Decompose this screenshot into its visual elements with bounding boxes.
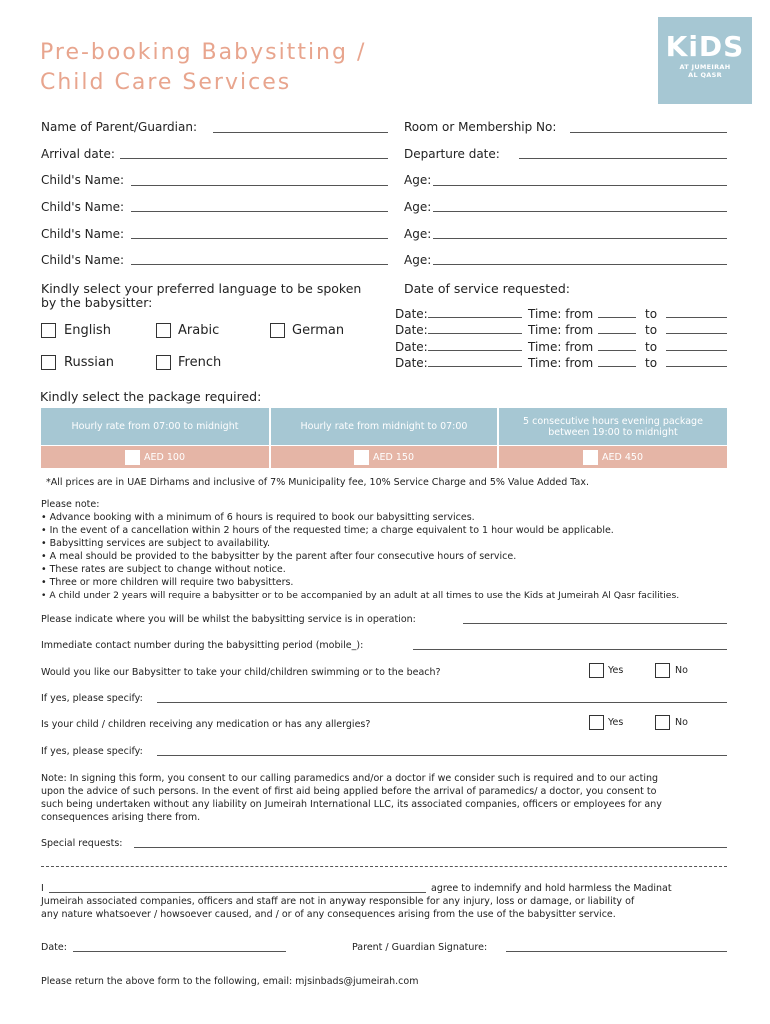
- special-requests-field[interactable]: [134, 847, 727, 848]
- german-label: German: [292, 323, 345, 338]
- french-label: French: [178, 355, 222, 370]
- title-line-2: Child Care Services: [40, 70, 292, 95]
- arrival-field[interactable]: [120, 158, 388, 159]
- age-field-4[interactable]: [433, 264, 727, 265]
- child-name-field-1[interactable]: [131, 185, 388, 186]
- consent-note: [41, 772, 741, 824]
- location-field[interactable]: [463, 623, 727, 624]
- to-label-4: to: [645, 356, 658, 370]
- consent-line-4: consequences arising there from.: [41, 812, 201, 823]
- package-price-1: [41, 446, 269, 468]
- footer-date-label: Date:: [41, 942, 67, 953]
- time-to-field-3[interactable]: [666, 350, 727, 351]
- swimming-yes-checkbox[interactable]: [589, 663, 604, 678]
- swimming-label: Would you like our Babysitter to take your child/children swimming or to the beach?: [41, 667, 441, 678]
- child-name-label-4: Child's Name:: [41, 253, 125, 267]
- consent-line-3: such being undertaken without any liability on Jumeirah International LLC, its associated companies, officers or employees for any: [41, 799, 662, 810]
- service-date-field-3[interactable]: [428, 350, 522, 351]
- consent-line-2: upon the advice of such persons. In the event of first aid being applied before the arrival of paramedics/ a doctor, you consent to: [41, 786, 657, 797]
- package-header-2: Hourly rate from midnight to 07:00: [271, 408, 497, 445]
- service-date-label-4: Date:: [395, 356, 428, 370]
- room-field[interactable]: [570, 132, 727, 133]
- child-name-label-3: Child's Name:: [41, 227, 125, 241]
- prices-note: *All prices are in UAE Dirhams and inclusive of 7% Municipality fee, 10% Service Charge and 5% Value Added Tax.: [46, 477, 589, 488]
- to-label-2: to: [645, 323, 658, 337]
- service-title: Date of service requested:: [404, 281, 570, 296]
- medication-yes-checkbox[interactable]: [589, 715, 604, 730]
- indemnity-agree: agree to indemnify and hold harmless the Madinat: [431, 883, 672, 894]
- age-field-1[interactable]: [433, 185, 727, 186]
- time-from-label-1: Time: from: [528, 307, 594, 321]
- age-label-3: Age:: [404, 227, 432, 241]
- time-from-label-2: Time: from: [528, 323, 594, 337]
- parent-name-label: Name of Parent/Guardian:: [41, 120, 197, 134]
- russian-label: Russian: [64, 355, 115, 370]
- signature-field[interactable]: [506, 951, 727, 952]
- departure-label: Departure date:: [404, 147, 500, 161]
- child-name-label-1: Child's Name:: [41, 173, 125, 187]
- medication-label: Is your child / children receiving any medication or has any allergies?: [41, 719, 371, 730]
- page-title: [40, 38, 366, 98]
- logo-text: KiDS: [665, 30, 745, 63]
- indemnity-i: I: [41, 883, 44, 894]
- time-from-label-4: Time: from: [528, 356, 594, 370]
- package-header-1: Hourly rate from 07:00 to midnight: [41, 408, 269, 445]
- age-label-1: Age:: [404, 173, 432, 187]
- medication-no-checkbox[interactable]: [655, 715, 670, 730]
- package-price-2-text: AED 150: [373, 451, 414, 463]
- medication-specify-field[interactable]: [157, 755, 727, 756]
- note-item: • These rates are subject to change without notice.: [41, 564, 286, 575]
- note-item: • In the event of a cancellation within 2 hours of the requested time; a charge equivalent to 1 hour would be applicable.: [41, 525, 614, 536]
- time-to-field-2[interactable]: [666, 333, 727, 334]
- language-prompt-2: by the babysitter:: [41, 295, 153, 310]
- package-price-3-text: AED 450: [602, 451, 643, 463]
- logo-subtext-2: AL QASR: [688, 71, 722, 79]
- note-item: • Three or more children will require two babysitters.: [41, 577, 294, 588]
- time-from-field-1[interactable]: [598, 317, 636, 318]
- kids-logo: [658, 17, 752, 104]
- room-label: Room or Membership No:: [404, 120, 557, 134]
- contact-label: Immediate contact number during the babysitting period (mobile_):: [41, 640, 364, 651]
- swimming-specify-field[interactable]: [157, 702, 727, 703]
- service-date-field-4[interactable]: [428, 366, 522, 367]
- time-from-label-3: Time: from: [528, 340, 594, 354]
- child-name-field-3[interactable]: [131, 238, 388, 239]
- package-checkbox-3[interactable]: [583, 450, 598, 465]
- title-line-1: Pre-booking Babysitting /: [40, 40, 367, 65]
- swimming-no-checkbox[interactable]: [655, 663, 670, 678]
- age-label-4: Age:: [404, 253, 432, 267]
- departure-field[interactable]: [519, 158, 727, 159]
- medication-no-label: No: [675, 717, 688, 728]
- notes-title: Please note:: [41, 499, 100, 510]
- language-prompt-1: Kindly select your preferred language to be spoken: [41, 281, 362, 296]
- english-checkbox[interactable]: [41, 323, 56, 338]
- age-field-3[interactable]: [433, 238, 727, 239]
- note-item: • A meal should be provided to the babysitter by the parent after four consecutive hours of service.: [41, 551, 517, 562]
- german-checkbox[interactable]: [270, 323, 285, 338]
- russian-checkbox[interactable]: [41, 355, 56, 370]
- child-name-field-4[interactable]: [131, 264, 388, 265]
- indemnity-name-field[interactable]: [49, 892, 426, 893]
- medication-yes-label: Yes: [608, 717, 624, 728]
- child-name-field-2[interactable]: [131, 211, 388, 212]
- service-date-field-1[interactable]: [428, 317, 522, 318]
- swimming-specify-label: If yes, please specify:: [41, 693, 143, 704]
- footer-date-field[interactable]: [73, 951, 286, 952]
- time-from-field-3[interactable]: [598, 350, 636, 351]
- logo-subtext-1: AT JUMEIRAH: [679, 63, 731, 71]
- arrival-label: Arrival date:: [41, 147, 115, 161]
- swimming-no-label: No: [675, 665, 688, 676]
- time-to-field-4[interactable]: [666, 366, 727, 367]
- package-price-1-text: AED 100: [144, 451, 185, 463]
- arabic-checkbox[interactable]: [156, 323, 171, 338]
- indemnity-line-2: Jumeirah associated companies, officers and staff are not in anyway responsible for any injury, loss or damage, or liability of: [41, 896, 635, 907]
- time-to-field-1[interactable]: [666, 317, 727, 318]
- package-checkbox-1[interactable]: [125, 450, 140, 465]
- age-field-2[interactable]: [433, 211, 727, 212]
- package-header-3: 5 consecutive hours evening package between 19:00 to midnight: [499, 408, 727, 445]
- package-title: Kindly select the package required:: [40, 389, 262, 404]
- signature-label: Parent / Guardian Signature:: [352, 942, 488, 953]
- location-label: Please indicate where you will be whilst the babysitting service is in operation:: [41, 614, 416, 625]
- service-date-label-2: Date:: [395, 323, 428, 337]
- time-from-field-4[interactable]: [598, 366, 636, 367]
- return-instructions: Please return the above form to the following, email: mjsinbads@jumeirah.com: [41, 976, 419, 987]
- special-requests-label: Special requests:: [41, 838, 123, 849]
- time-from-field-2[interactable]: [598, 333, 636, 334]
- french-checkbox[interactable]: [156, 355, 171, 370]
- parent-name-field[interactable]: [213, 132, 388, 133]
- swimming-yes-label: Yes: [608, 665, 624, 676]
- note-item: • Advance booking with a minimum of 6 hours is required to book our babysitting services.: [41, 512, 475, 523]
- indemnity-line-3: any nature whatsoever / howsoever caused, and / or of any consequences arising from the use of the babysitter service.: [41, 909, 616, 920]
- service-date-label-3: Date:: [395, 340, 428, 354]
- package-checkbox-2[interactable]: [354, 450, 369, 465]
- dashed-divider: [41, 866, 727, 867]
- service-date-field-2[interactable]: [428, 333, 522, 334]
- note-item: • A child under 2 years will require a babysitter or to be accompanied by an adult at all times to use the Kids at Jumeirah Al Qasr facilities.: [41, 590, 680, 601]
- package-price-3: [499, 446, 727, 468]
- to-label-1: to: [645, 307, 658, 321]
- english-label: English: [64, 323, 111, 338]
- notes-block: [41, 498, 761, 602]
- arabic-label: Arabic: [178, 323, 220, 338]
- contact-field[interactable]: [413, 649, 727, 650]
- consent-line-1: Note: In signing this form, you consent to our calling paramedics and/or a doctor if we consider such is required and to our acting: [41, 773, 659, 784]
- medication-specify-label: If yes, please specify:: [41, 746, 143, 757]
- service-date-label-1: Date:: [395, 307, 428, 321]
- note-item: • Babysitting services are subject to availability.: [41, 538, 271, 549]
- package-price-2: [271, 446, 497, 468]
- to-label-3: to: [645, 340, 658, 354]
- age-label-2: Age:: [404, 200, 432, 214]
- child-name-label-2: Child's Name:: [41, 200, 125, 214]
